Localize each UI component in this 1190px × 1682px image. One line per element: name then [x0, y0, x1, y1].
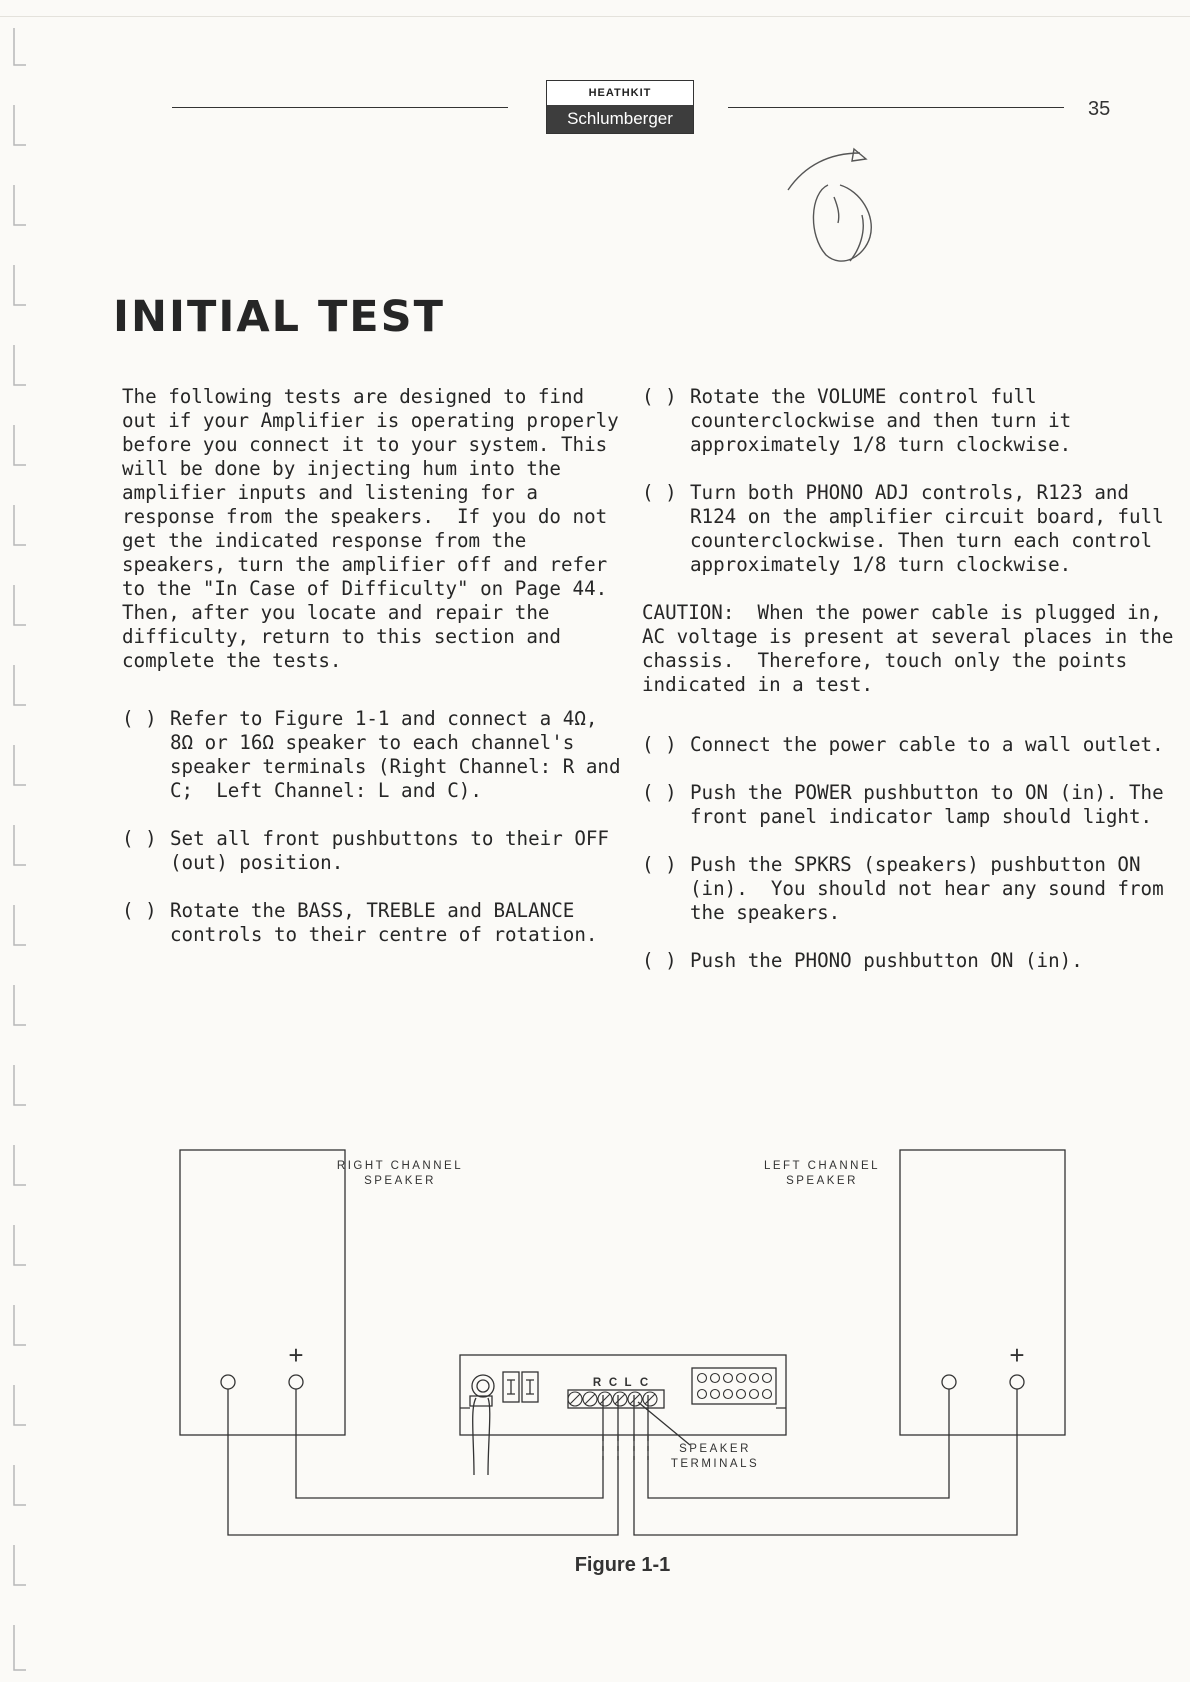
- step-text: Push the PHONO pushbutton ON (in).: [690, 949, 1083, 972]
- step-checkbox[interactable]: ( ): [122, 899, 157, 922]
- left-speaker-label-line1: LEFT CHANNEL: [763, 1160, 881, 1172]
- page-title: INITIAL TEST: [113, 292, 445, 342]
- step-checkbox[interactable]: ( ): [642, 385, 677, 408]
- step-text: Refer to Figure 1-1 and connect a 4Ω, 8Ω or 16Ω speaker to each channel's speaker terminals (Right Channel: R and C; Left Channel: L and C).: [170, 707, 633, 802]
- step-checkbox[interactable]: ( ): [122, 707, 157, 730]
- step-power-on: [642, 781, 1182, 829]
- right-speaker-box: [180, 1150, 345, 1435]
- terminal-letter-l: L: [624, 1377, 632, 1389]
- caution-note: CAUTION: When the power cable is plugged in, AC voltage is present at several places in the chassis. Therefore, touch only the points indicated in a test.: [642, 601, 1185, 696]
- step-checkbox[interactable]: ( ): [642, 853, 677, 876]
- header-rule-right: [728, 107, 1064, 108]
- step-checkbox[interactable]: ( ): [642, 781, 677, 804]
- page-number: 35: [1088, 98, 1111, 120]
- wire-right-plus: [296, 1389, 603, 1498]
- step-text: Set all front pushbuttons to their OFF (out) position.: [170, 827, 621, 874]
- left-speaker-terminal-minus: [942, 1375, 956, 1389]
- step-connect-power: [642, 733, 1182, 757]
- right-column: [642, 385, 1185, 997]
- step-checkbox[interactable]: ( ): [122, 827, 157, 850]
- terminal-letter-c1: C: [608, 1377, 618, 1389]
- step-checkbox[interactable]: ( ): [642, 733, 677, 756]
- terminal-letter-c2: C: [639, 1377, 649, 1389]
- step-phono-on: [642, 949, 1182, 973]
- step-connect-speakers: [122, 707, 633, 803]
- right-speaker-plus-sign: +: [288, 1340, 304, 1370]
- right-speaker-label-line1: RIGHT CHANNEL: [336, 1160, 464, 1172]
- logo-brand: HEATHKIT: [588, 87, 652, 99]
- step-text: Turn both PHONO ADJ controls, R123 and R124 on the amplifier circuit board, full counterclockwise. Then turn each control approximately 1/8 turn clockwise.: [690, 481, 1176, 576]
- wiring-diagram: [170, 1140, 1070, 1540]
- step-checkbox[interactable]: ( ): [642, 481, 677, 504]
- binding-margin: [8, 20, 30, 1680]
- step-text: Push the POWER pushbutton to ON (in). The front panel indicator lamp should light.: [690, 781, 1176, 828]
- left-column: [122, 385, 633, 971]
- step-rotate-controls: [122, 899, 622, 947]
- step-text: Connect the power cable to a wall outlet.: [690, 733, 1164, 756]
- step-phono-adj: [642, 481, 1182, 577]
- step-text: Push the SPKRS (speakers) pushbutton ON (in). You should not hear any sound from the speakers.: [690, 853, 1176, 924]
- wire-right-minus: [228, 1389, 618, 1535]
- left-speaker-plus-sign: +: [1009, 1340, 1025, 1370]
- right-speaker-label-line2: SPEAKER: [364, 1175, 436, 1187]
- step-text: Rotate the VOLUME control full counterclockwise and then turn it approximately 1/8 turn clockwise.: [690, 385, 1083, 456]
- right-speaker-terminal-minus: [221, 1375, 235, 1389]
- speaker-terminals-label-line1: SPEAKER: [679, 1443, 751, 1455]
- terminal-letter-r: R: [592, 1377, 602, 1389]
- header-rule-left: [172, 107, 508, 108]
- intro-paragraph: The following tests are designed to find out if your Amplifier is operating properly before you connect it to your system. This will be done by injecting hum into the amplifier inputs and listening for a response from the speakers. If you do not get the indicated response from the speakers, turn the amplifier off and refer to the "In Case of Difficulty" on Page 44. Then, after you locate and repair the difficulty, return to this section and complete the tests.: [122, 385, 631, 672]
- step-set-pushbuttons: [122, 827, 622, 875]
- left-speaker-box: [900, 1150, 1065, 1435]
- step-checkbox[interactable]: ( ): [642, 949, 677, 972]
- step-text: Rotate the BASS, TREBLE and BALANCE controls to their centre of rotation.: [170, 899, 598, 946]
- left-speaker-label-line2: SPEAKER: [786, 1175, 858, 1187]
- left-speaker-terminal-plus: [1010, 1375, 1024, 1389]
- heathkit-logo: [546, 80, 694, 134]
- right-speaker-terminal-plus: [289, 1375, 303, 1389]
- figure-caption: Figure 1-1: [574, 1554, 671, 1576]
- step-spkrs-on: [642, 853, 1182, 925]
- step-rotate-volume: [642, 385, 1182, 457]
- top-edge-line: [0, 16, 1190, 17]
- speaker-terminals-label-line2: TERMINALS: [670, 1458, 760, 1470]
- power-cord: [473, 1398, 490, 1475]
- handwritten-scribble: [780, 145, 890, 275]
- logo-sub: Schlumberger: [547, 105, 693, 133]
